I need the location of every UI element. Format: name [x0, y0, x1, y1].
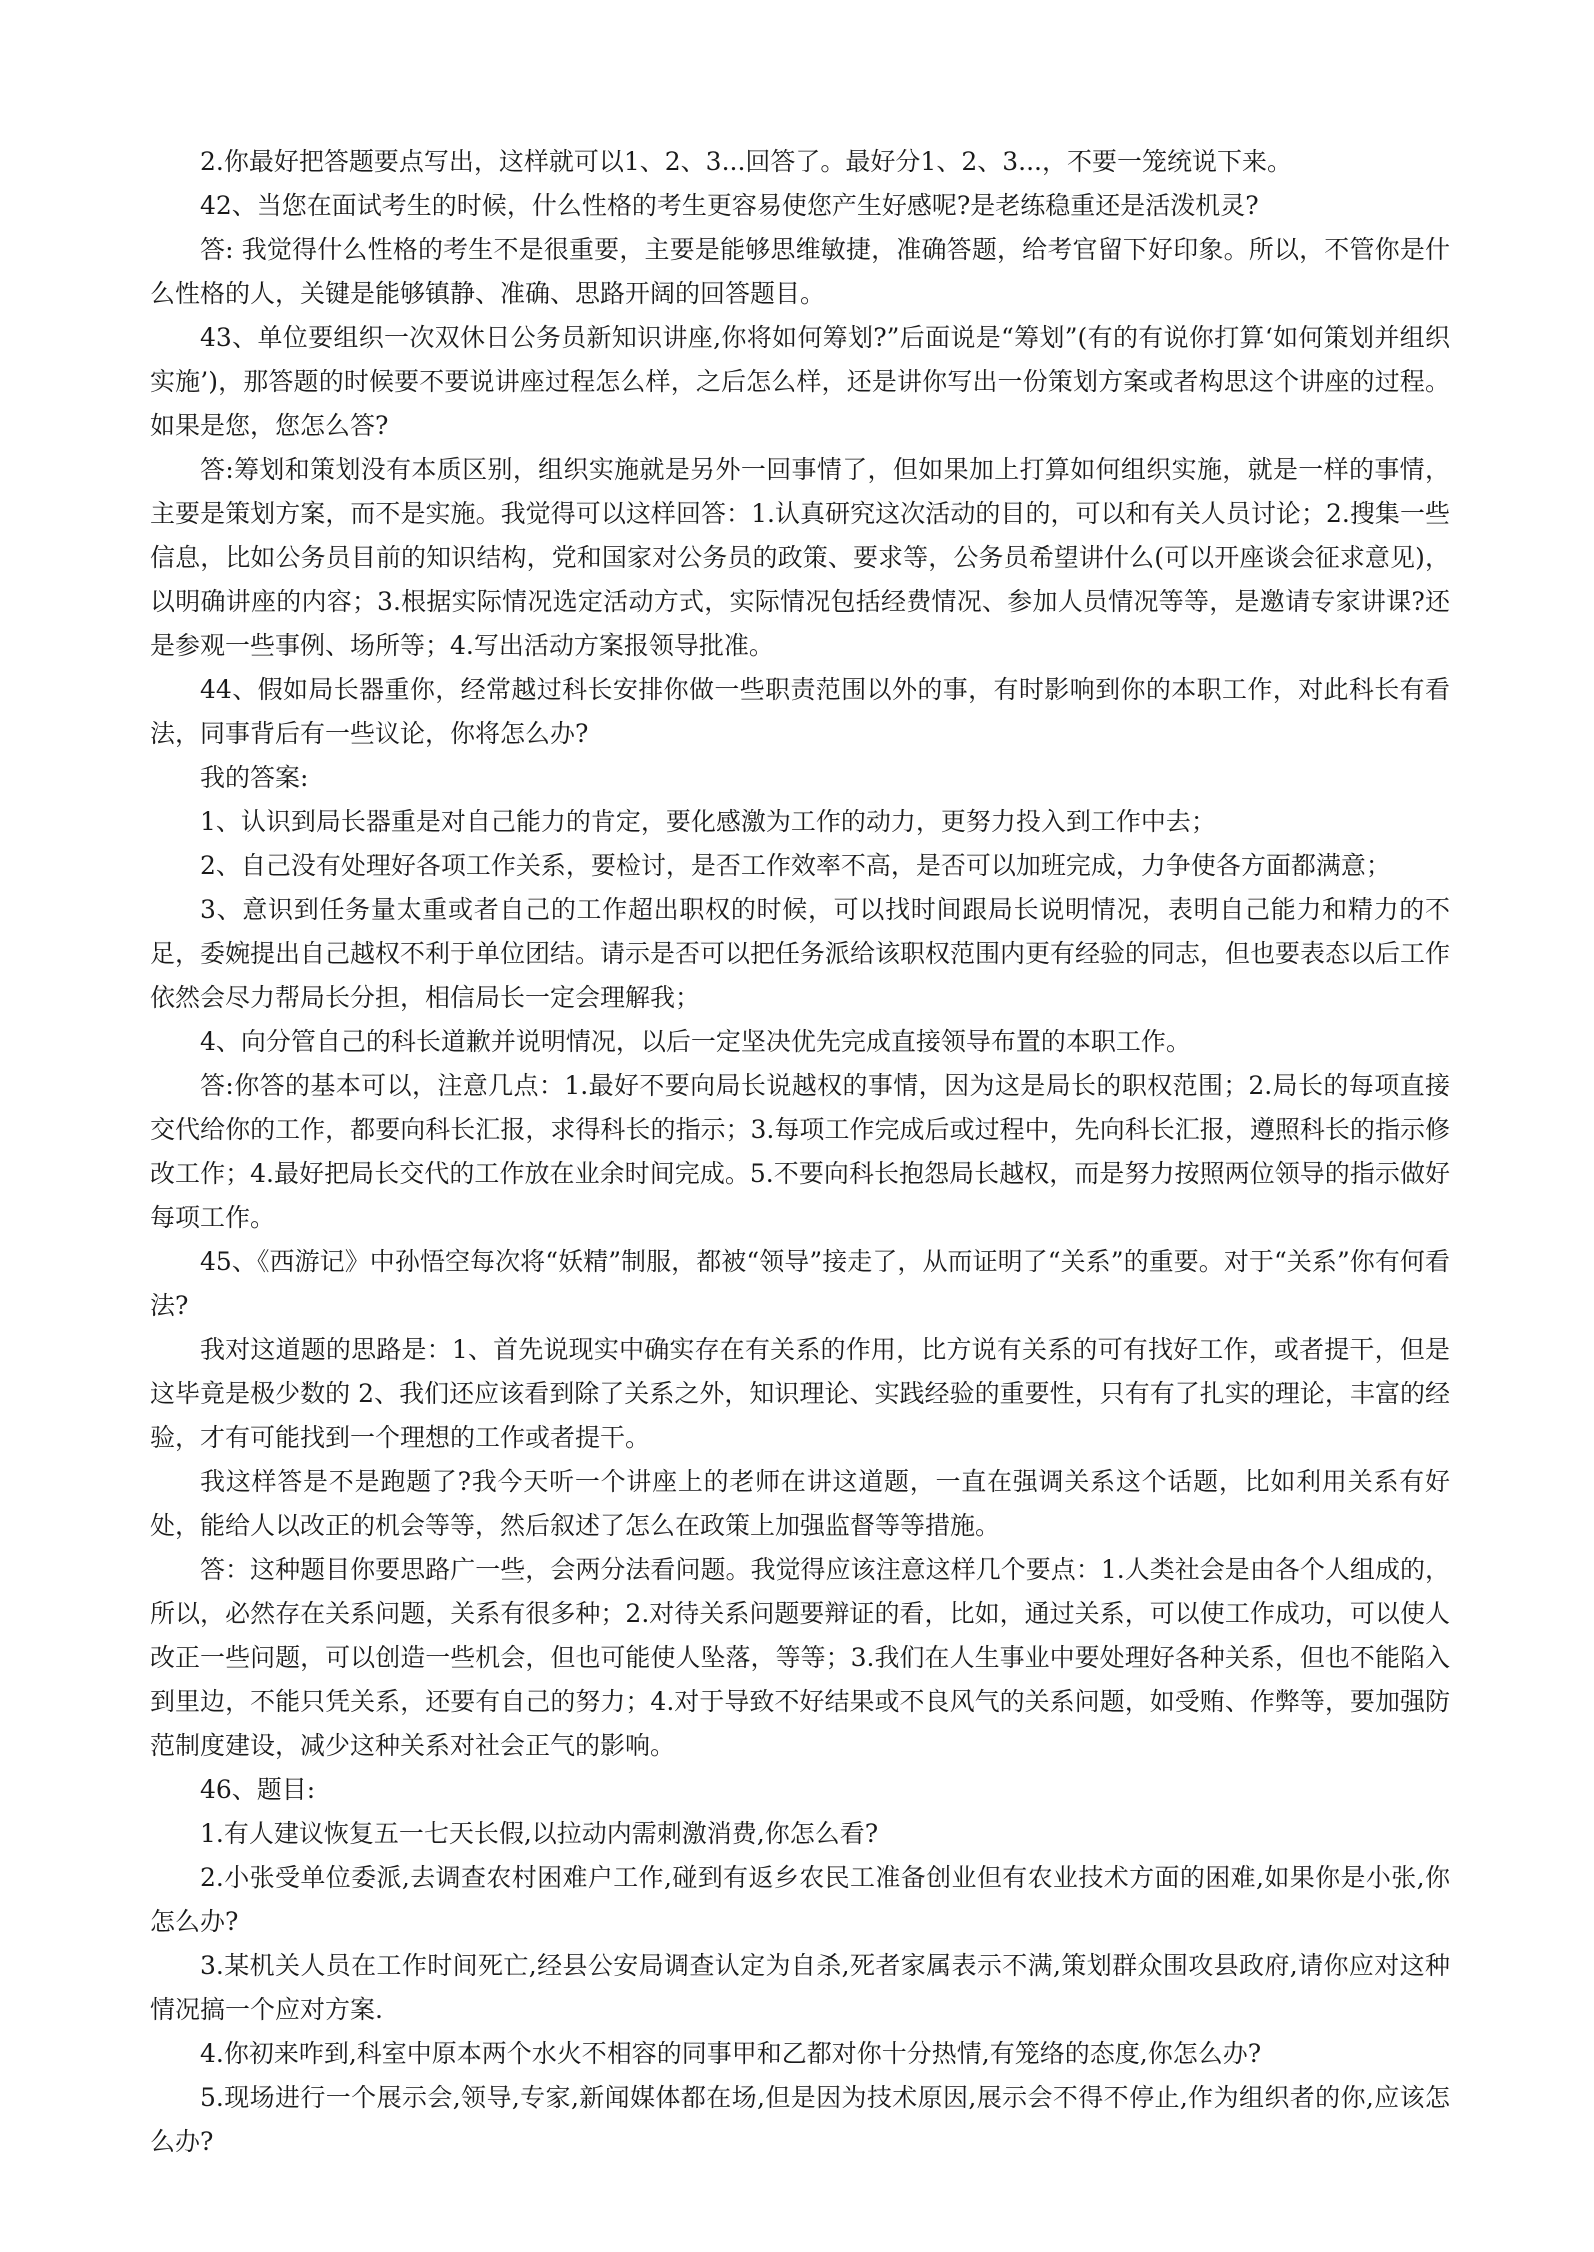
question-43: 43、单位要组织一次双休日公务员新知识讲座,你将如何筹划?”后面说是“筹划”(有的有说你打算‘如何策划并组织实施’)，那答题的时候要不要说讲座过程怎么样，之后怎么样，还是讲你写出一份策划方案或者构思这个讲座的过程。如果是您，您怎么答?: [150, 323, 1450, 440]
question-45: 45、《西游记》中孙悟空每次将“妖精”制服，都被“领导”接走了，从而证明了“关系”的重要。对于“关系”你有何看法?: [150, 1247, 1450, 1320]
answer-item: 1、认识到局长器重是对自己能力的肯定，要化感激为工作的动力，更努力投入到工作中去；: [200, 807, 1216, 836]
answer-44: 答:你答的基本可以，注意几点：1.最好不要向局长说越权的事情，因为这是局长的职权范围；2.局长的每项直接交代给你的工作，都要向科长汇报，求得科长的指示；3.每项工作完成后或过程中，先向科长汇报，遵照科长的指示修改工作；4.最好把局长交代的工作放在业余时间完成。5.不要向科长抱怨局长越权，而是努力按照两位领导的指示做好每项工作。: [150, 1071, 1450, 1232]
question-item: 5.现场进行一个展示会,领导,专家,新闻媒体都在场,但是因为技术原因,展示会不得不停止,作为组织者的你,应该怎么办?: [150, 2083, 1450, 2156]
answer-item: 2、自己没有处理好各项工作关系，要检讨，是否工作效率不高，是否可以加班完成，力争使各方面都满意；: [200, 851, 1391, 880]
answer-45: 答：这种题目你要思路广一些，会两分法看问题。我觉得应该注意这样几个要点：1.人类社会是由各个人组成的，所以，必然存在关系问题，关系有很多种；2.对待关系问题要辩证的看，比如，通过关系，可以使工作成功，可以使人改正一些问题，可以创造一些机会，但也可能使人坠落，等等；3.我们在人生事业中要处理好各种关系，但也不能陷入到里边，不能只凭关系，还要有自己的努力；4.对于导致不好结果或不良风气的关系问题，如受贿、作弊等，要加强防范制度建设，减少这种关系对社会正气的影响。: [150, 1555, 1450, 1760]
answer-42: 答: 我觉得什么性格的考生不是很重要，主要是能够思维敏捷，准确答题，给考官留下好印象。所以，不管你是什么性格的人，关键是能够镇静、准确、思路开阔的回答题目。: [150, 235, 1450, 308]
question-44: 44、假如局长器重你，经常越过科长安排你做一些职责范围以外的事，有时影响到你的本职工作，对此科长有看法，同事背后有一些议论，你将怎么办?: [150, 675, 1450, 748]
question-item: 2.小张受单位委派,去调查农村困难户工作,碰到有返乡农民工准备创业但有农业技术方面的困难,如果你是小张,你怎么办?: [150, 1863, 1450, 1936]
question-item: 3.某机关人员在工作时间死亡,经县公安局调查认定为自杀,死者家属表示不满,策划群众围攻县政府,请你应对这种情况搞一个应对方案.: [150, 1951, 1450, 2024]
paragraph: 我这样答是不是跑题了?我今天听一个讲座上的老师在讲这道题，一直在强调关系这个话题，比如利用关系有好处，能给人以改正的机会等等，然后叙述了怎么在政策上加强监督等等措施。: [150, 1467, 1450, 1540]
paragraph: 2.你最好把答题要点写出，这样就可以1、2、3...回答了。最好分1、2、3...，不要一笼统说下来。: [200, 147, 1292, 176]
document-page: [150, 140, 1450, 2164]
question-42: 42、当您在面试考生的时候，什么性格的考生更容易使您产生好感呢?是老练稳重还是活泼机灵?: [200, 191, 1259, 220]
paragraph: 我对这道题的思路是：1、首先说现实中确实存在有关系的作用，比方说有关系的可有找好工作，或者提干，但是这毕竟是极少数的 2、我们还应该看到除了关系之外，知识理论、实践经验的重要性，只有有了扎实的理论，丰富的经验，才有可能找到一个理想的工作或者提干。: [150, 1335, 1450, 1452]
my-answer-heading: 我的答案:: [200, 763, 309, 792]
question-item: 1.有人建议恢复五一七天长假,以拉动内需刺激消费,你怎么看?: [200, 1819, 879, 1848]
answer-43: 答:筹划和策划没有本质区别，组织实施就是另外一回事情了，但如果加上打算如何组织实施，就是一样的事情，主要是策划方案，而不是实施。我觉得可以这样回答：1.认真研究这次活动的目的，可以和有关人员讨论；2.搜集一些信息，比如公务员目前的知识结构，党和国家对公务员的政策、要求等，公务员希望讲什么(可以开座谈会征求意见)，以明确讲座的内容；3.根据实际情况选定活动方式，实际情况包括经费情况、参加人员情况等等，是邀请专家讲课?还是参观一些事例、场所等；4.写出活动方案报领导批准。: [150, 455, 1450, 660]
answer-item: 3、意识到任务量太重或者自己的工作超出职权的时候，可以找时间跟局长说明情况，表明自己能力和精力的不足，委婉提出自己越权不利于单位团结。请示是否可以把任务派给该职权范围内更有经验的同志，但也要表态以后工作依然会尽力帮局长分担，相信局长一定会理解我；: [150, 895, 1451, 1012]
question-item: 4.你初来咋到,科室中原本两个水火不相容的同事甲和乙都对你十分热情,有笼络的态度,你怎么办?: [200, 2039, 1262, 2068]
answer-item: 4、向分管自己的科长道歉并说明情况，以后一定坚决优先完成直接领导布置的本职工作。: [200, 1027, 1191, 1056]
question-46-heading: 46、题目:: [200, 1775, 316, 1804]
